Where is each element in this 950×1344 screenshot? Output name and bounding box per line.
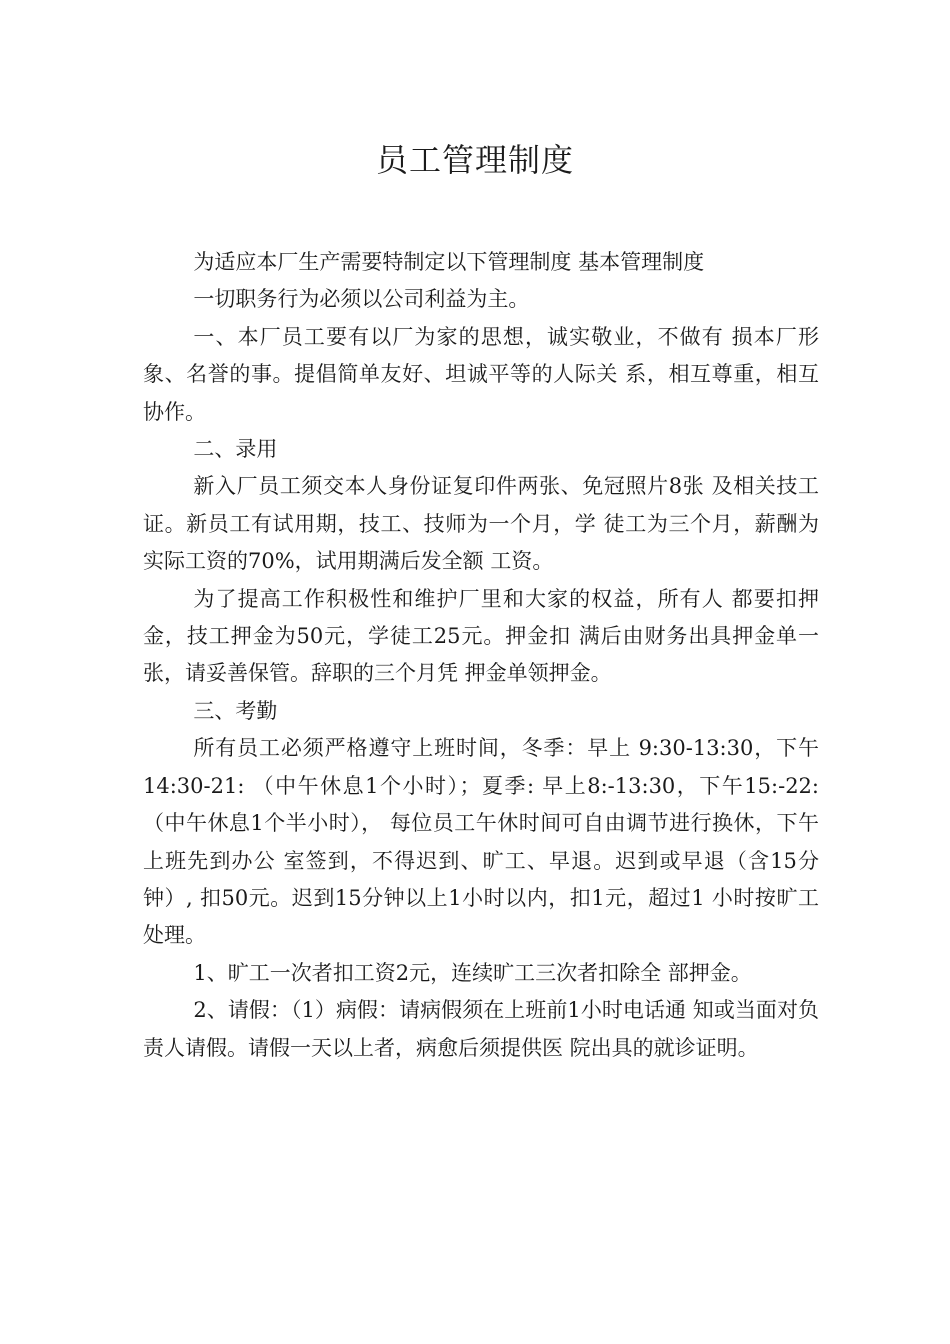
paragraph-principle: 一切职务行为必须以公司利益为主。: [193, 287, 530, 312]
document-body: [143, 244, 819, 1067]
document-title: 员工管理制度: [375, 141, 574, 179]
paragraph-attendance: 所有员工必须严格遵守上班时间，冬季：早上 9:30-13:30，下午14:30-21: （中午休息1个小时）；夏季: 早上8:-13:30，下午15:-22: （中午休息1个半小时）， 每位员工午休时间可自由调节进行换休，下午上班先到办公 室签到，不得迟到、旷工、早退。迟到或早退（含15分钟）, 扣50元。迟到15分钟以上1小时以内，扣1元，超过1 小时按旷工处理。: [143, 736, 819, 948]
heading-attendance: 三、考勤: [193, 698, 278, 723]
paragraph-leave: 2、请假：（1）病假：请病假须在上班前1小时电话通 知或当面对负责人请假。请假一天以上者，病愈后须提供医 院出具的就诊证明。: [143, 998, 819, 1060]
paragraph-deposit: 为了提高工作积极性和维护厂里和大家的权益，所有人 都要扣押金，技工押金为50元，学徒工25元。押金扣 满后由财务出具押金单一张，请妥善保管。辞职的三个月凭 押金单领押金。: [143, 586, 819, 686]
paragraph-section-1: 一、本厂员工要有以厂为家的思想，诚实敬业，不做有 损本厂形象、名誉的事。提倡简单友好、坦诚平等的人际关 系，相互尊重，相互协作。: [143, 324, 819, 424]
paragraph-hiring: 新入厂员工须交本人身份证复印件两张、免冠照片8张 及相关技工证。新员工有试用期，技工、技师为一个月，学 徒工为三个月，薪酬为实际工资的70%，试用期满后发全额 工资。: [143, 474, 819, 574]
paragraph-intro: 为适应本厂生产需要特制定以下管理制度 基本管理制度: [193, 250, 705, 274]
paragraph-absence: 1、旷工一次者扣工资2元，连续旷工三次者扣除全 部押金。: [193, 960, 752, 985]
heading-hiring: 二、录用: [193, 437, 278, 462]
